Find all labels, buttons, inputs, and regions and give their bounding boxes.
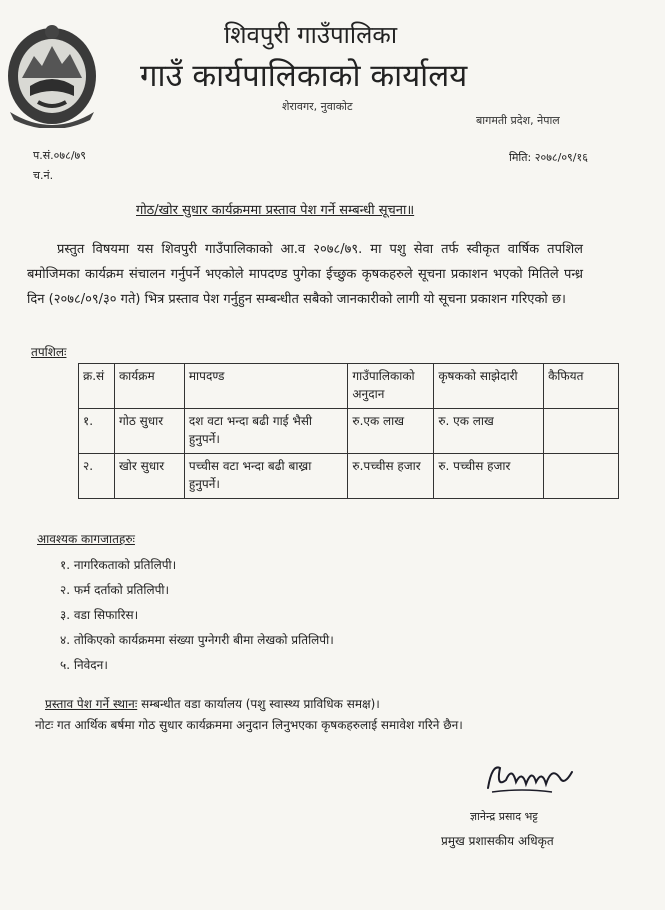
government-emblem-icon bbox=[4, 20, 100, 128]
cell-criteria: दश वटा भन्दा बढी गाई भैसी हुनुपर्ने। bbox=[184, 409, 348, 454]
cell-farmer-share: रु. एक लाख bbox=[434, 409, 544, 454]
notice-body: प्रस्तुत विषयमा यस शिवपुरी गाउँपालिकाको आ.व २०७८/७९. मा पशु सेवा तर्फ स्वीकृत वार्षिक तपशिल बमोजिमका कार्यक्रम संचालन गर्नुपर्ने भएकोले मापदण्ड पुगेका ईच्छुक कृषकहरुले सूचना प्रकाशन भएको मितिले पन्ध्र दिन (२०७८/०९/३० गते) भित्र प्रस्ताव पेश गर्नुहुन सम्बन्धीत सबैको जानकारीको लागी यो सूचना प्रकाशन गरिएको छ। bbox=[27, 242, 583, 307]
list-item: ३. वडा सिफारिस। bbox=[60, 608, 139, 622]
cell-remarks bbox=[544, 454, 619, 499]
signatory-name: ज्ञानेन्द्र प्रसाद भट्ट bbox=[470, 810, 538, 823]
cell-farmer-share: रु. पच्चीस हजार bbox=[434, 454, 544, 499]
cell-municipality-grant: रु.पच्चीस हजार bbox=[348, 454, 434, 499]
province-name: बागमती प्रदेश, नेपाल bbox=[476, 114, 560, 127]
handwritten-signature bbox=[482, 758, 578, 798]
required-documents-label: आवश्यक कागजातहरुः bbox=[37, 532, 135, 546]
notice-date: मिति: २०७८/०९/१६ bbox=[509, 151, 588, 164]
header-municipality-grant: गाउँपालिकाको अनुदान bbox=[348, 364, 434, 409]
cell-program: खोर सुधार bbox=[114, 454, 184, 499]
details-label: तपशिलः bbox=[31, 345, 67, 359]
header-serial: क्र.सं bbox=[79, 364, 115, 409]
dispatch-number: च.नं. bbox=[33, 169, 54, 182]
list-item: १. नागरिकताको प्रतिलिपी। bbox=[60, 558, 177, 572]
list-item: ४. तोकिएको कार्यक्रममा संख्या पुग्नेगरी बीमा लेखको प्रतिलिपी। bbox=[60, 633, 334, 647]
required-documents-list bbox=[60, 556, 334, 681]
notice-subject: गोठ/खोर सुधार कार्यक्रममा प्रस्ताव पेश गर्ने सम्बन्धी सूचना॥ bbox=[136, 203, 415, 218]
list-item: २. फर्म दर्ताको प्रतिलिपी। bbox=[60, 583, 170, 597]
submission-place-label: प्रस्ताव पेश गर्ने स्थानः bbox=[45, 697, 138, 711]
office-address: शेरावगर, नुवाकोट bbox=[282, 100, 353, 113]
cell-remarks bbox=[544, 409, 619, 454]
cell-criteria: पच्चीस वटा भन्दा बढी बाख्रा हुनुपर्ने। bbox=[184, 454, 348, 499]
header-program: कार्यक्रम bbox=[114, 364, 184, 409]
cell-program: गोठ सुधार bbox=[114, 409, 184, 454]
table-row bbox=[79, 409, 619, 454]
details-table bbox=[78, 363, 619, 499]
cell-serial: २. bbox=[79, 454, 115, 499]
cell-serial: १. bbox=[79, 409, 115, 454]
organization-name: शिवपुरी गाउँपालिका bbox=[224, 21, 398, 49]
header-farmer-share: कृषकको साझेदारी bbox=[434, 364, 544, 409]
submission-place-value: सम्बन्धीत वडा कार्यालय (पशु स्वास्थ्य प्राविधिक समक्ष)। bbox=[141, 697, 380, 711]
office-name: गाउँ कार्यपालिकाको कार्यालय bbox=[140, 58, 468, 94]
notice-note: नोटः गत आर्थिक बर्षमा गोठ सुधार कार्यक्रममा अनुदान लिनुभएका कृषकहरुलाई समावेश गरिने छैन। bbox=[35, 718, 463, 732]
signatory-title: प्रमुख प्रशासकीय अधिकृत bbox=[441, 834, 554, 848]
table-header-row bbox=[79, 364, 619, 409]
submission-place bbox=[45, 695, 380, 712]
list-item: ५. निवेदन। bbox=[60, 658, 108, 672]
header-remarks: कैफियत bbox=[544, 364, 619, 409]
cell-municipality-grant: रु.एक लाख bbox=[348, 409, 434, 454]
header-criteria: मापदण्ड bbox=[184, 364, 348, 409]
table-row bbox=[79, 454, 619, 499]
reference-number: प.सं.०७८/७९ bbox=[33, 149, 86, 162]
